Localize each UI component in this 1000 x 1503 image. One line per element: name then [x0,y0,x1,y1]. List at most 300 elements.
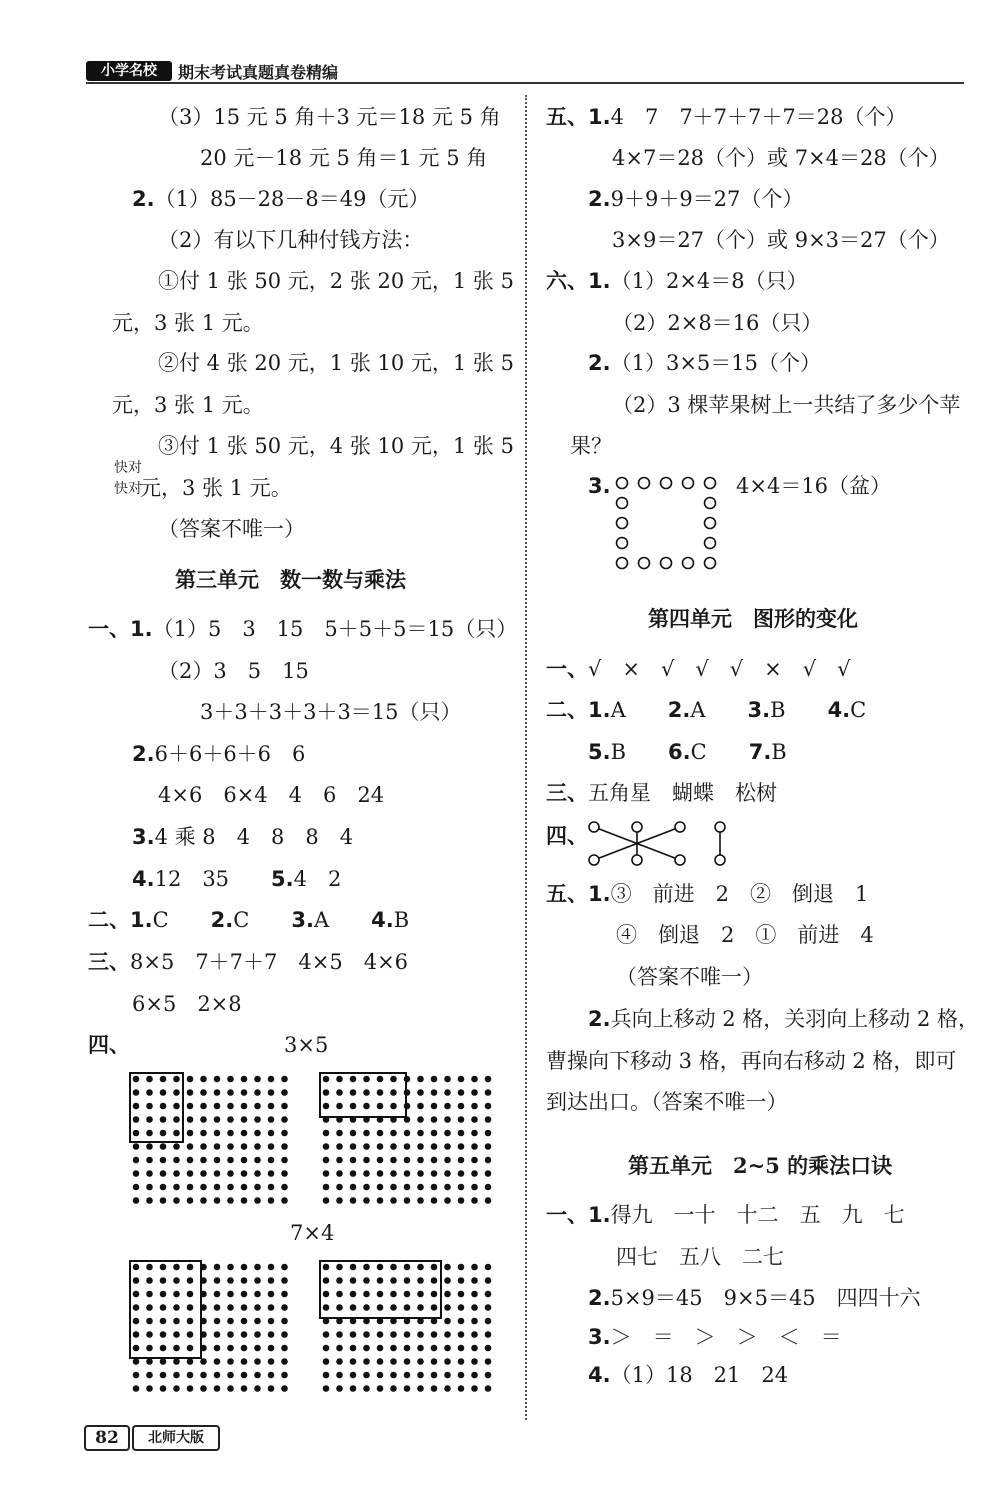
dot [458,1318,465,1325]
dot [241,1291,248,1298]
dot [336,1291,343,1298]
header-title: 期末考试真题真卷精编 [178,63,339,82]
dot [133,1089,140,1096]
answer-text: 5×9＝45 9×5＝45 四四十六 [610,1286,921,1310]
dot [485,1385,492,1392]
dot [187,1345,194,1352]
dot [485,1318,492,1325]
dot [363,1170,370,1177]
item-number: 4. [588,1363,611,1387]
dot [214,1130,221,1137]
flowerpot [661,478,672,489]
dot [377,1130,384,1137]
dot [187,1358,194,1365]
answer-line: 4×4＝16（盆） [736,474,892,498]
answer-text: B [610,740,669,764]
dot [431,1076,438,1083]
answer-line: 4×6 6×4 4 6 24 [158,783,385,807]
dot [227,1197,234,1204]
dot [336,1372,343,1379]
dot [254,1331,261,1338]
flowerpot [705,538,716,549]
answer-line [588,186,803,212]
flowerpot [705,558,716,569]
dot [268,1372,275,1379]
dot [417,1372,424,1379]
dot [390,1277,397,1284]
dot [471,1385,478,1392]
dot [363,1076,370,1083]
dot [187,1184,194,1191]
dot [187,1089,194,1096]
dot [268,1130,275,1137]
dot [227,1116,234,1123]
dot [160,1318,167,1325]
dot [281,1264,288,1271]
item-number: 3. [132,825,155,849]
dot [431,1197,438,1204]
dot [146,1170,153,1177]
dot [268,1304,275,1311]
answer-line [132,741,305,767]
dot [485,1264,492,1271]
dot [417,1385,424,1392]
dot [281,1130,288,1137]
dot-array-3x5-b [318,1070,498,1210]
dot [390,1130,397,1137]
answer-line: ④ 倒退 2 ① 前进 4 [616,923,874,947]
flowerpot [617,558,628,569]
answer-line [588,739,787,765]
dot [133,1076,140,1083]
dot [187,1291,194,1298]
dot [146,1277,153,1284]
dot [160,1170,167,1177]
dot [471,1116,478,1123]
dot [485,1197,492,1204]
answer-line [546,823,588,849]
dot [417,1076,424,1083]
dot [336,1089,343,1096]
item-number: 2. [132,187,155,211]
dot [458,1277,465,1284]
dot [350,1372,357,1379]
item-number: 三、 [88,950,130,974]
flowerpot [639,558,650,569]
answer-line: 6×5 2×8 [132,992,242,1016]
dot [160,1143,167,1150]
dot [281,1076,288,1083]
dot [471,1184,478,1191]
dot [336,1184,343,1191]
item-number: 5. [588,740,611,764]
dot [444,1130,451,1137]
dot [404,1157,411,1164]
dot [214,1358,221,1365]
answer-text: （1）3×5＝15（个） [610,351,821,375]
dot [444,1076,451,1083]
dot [146,1264,153,1271]
dot [173,1197,180,1204]
dot [268,1277,275,1284]
dot [254,1277,261,1284]
answer-text: A [610,698,668,722]
dot [268,1170,275,1177]
dot [227,1345,234,1352]
dot [268,1385,275,1392]
dot [241,1170,248,1177]
dot [173,1076,180,1083]
dot [323,1358,330,1365]
line-matching-diagram [588,818,738,868]
dot [281,1345,288,1352]
answer-text: √ × √ √ √ × √ √ [588,657,851,681]
dot [241,1157,248,1164]
answer-text: 4 乘 8 4 8 8 4 [154,825,354,849]
dot [485,1157,492,1164]
dot [281,1184,288,1191]
dot [241,1076,248,1083]
dot [187,1143,194,1150]
dot [254,1184,261,1191]
dot [444,1157,451,1164]
dot [133,1197,140,1204]
dot [471,1318,478,1325]
dot [160,1331,167,1338]
dot [200,1076,207,1083]
dot [214,1304,221,1311]
answer-line [546,656,850,682]
dot [323,1130,330,1137]
dot [471,1089,478,1096]
dot [350,1130,357,1137]
dot [485,1277,492,1284]
dot [350,1304,357,1311]
dot [146,1372,153,1379]
dot [187,1197,194,1204]
dot [268,1358,275,1365]
dot [146,1358,153,1365]
item-number: 2. [210,908,234,932]
answer-line: （答案不唯一） [616,965,763,989]
dot [227,1304,234,1311]
dot [281,1103,288,1110]
dot [431,1264,438,1271]
dot [173,1116,180,1123]
dot [281,1358,288,1365]
dot-array-7x4-b [318,1258,498,1403]
dot [363,1103,370,1110]
dot [160,1103,167,1110]
dot [241,1331,248,1338]
dot [431,1291,438,1298]
dot [336,1103,343,1110]
answer-line: 4×7＝28（个）或 7×4＝28（个） [612,146,950,170]
dot [268,1103,275,1110]
dot [404,1264,411,1271]
dot [444,1331,451,1338]
dot [336,1277,343,1284]
dot [281,1157,288,1164]
dot [377,1184,384,1191]
flowerpot [683,478,694,489]
dot [404,1143,411,1150]
dot [133,1157,140,1164]
dot [417,1157,424,1164]
answer-line: 元，3 张 1 元。 [112,393,264,417]
answer-text: A [690,698,748,722]
dot [268,1197,275,1204]
answer-line: （2）2×8＝16（只） [612,311,823,335]
dot [458,1264,465,1271]
answer-text: B [770,698,828,722]
dot [160,1291,167,1298]
dot [160,1385,167,1392]
dot [363,1304,370,1311]
dot [160,1184,167,1191]
dot [485,1372,492,1379]
dot [431,1372,438,1379]
dot [133,1372,140,1379]
dot [471,1304,478,1311]
item-number: 二、1. [546,698,611,722]
dot [323,1304,330,1311]
dot [268,1264,275,1271]
dot [227,1277,234,1284]
dot [187,1331,194,1338]
dot [214,1291,221,1298]
unit-title: 第四单元 图形的变化 [648,606,858,631]
answer-line: ③付 1 张 50 元，4 张 10 元，1 张 5 [158,434,514,458]
dot [458,1076,465,1083]
dot [200,1170,207,1177]
answer-line [588,1324,842,1350]
dot [173,1089,180,1096]
dot [458,1385,465,1392]
dot [254,1291,261,1298]
answer-text: C [233,908,292,932]
dot [214,1197,221,1204]
dot [241,1130,248,1137]
dot [227,1089,234,1096]
dot [458,1089,465,1096]
dot [350,1385,357,1392]
dot [377,1277,384,1284]
dot [444,1358,451,1365]
dot [241,1345,248,1352]
dot [133,1264,140,1271]
dot [241,1385,248,1392]
item-number: 2. [667,698,691,722]
answer-line: 3×9＝27（个）或 9×3＝27（个） [612,228,950,252]
dot [146,1130,153,1137]
dot [363,1184,370,1191]
answer-text: 9＋9＋9＝27（个） [610,187,804,211]
dot [268,1116,275,1123]
dot [133,1277,140,1284]
figure-label: 3×5 [284,1033,329,1057]
dot [404,1331,411,1338]
answer-line: 元，3 张 1 元。 [112,311,264,335]
dot [431,1116,438,1123]
dot [160,1116,167,1123]
item-number: 2. [132,742,155,766]
dot [254,1089,261,1096]
dot [241,1197,248,1204]
item-number: 二、1. [88,908,153,932]
dot [160,1345,167,1352]
edition-label: 北师大版 [132,1425,220,1451]
dot [214,1264,221,1271]
dot [404,1304,411,1311]
dot [431,1157,438,1164]
dot [417,1264,424,1271]
dot [404,1170,411,1177]
dot [323,1197,330,1204]
dot [146,1345,153,1352]
answer-line [88,616,517,642]
dot [323,1345,330,1352]
dot [254,1345,261,1352]
dot [336,1076,343,1083]
dot [350,1089,357,1096]
dot [133,1170,140,1177]
answer-line [546,104,906,130]
item-number: 一、 [546,657,588,681]
answer-text: （1）18 21 24 [610,1363,789,1387]
answer-text: 五角星 蝴蝶 松树 [588,781,777,805]
item-number: 4. [132,867,155,891]
dot [227,1385,234,1392]
item-number: 2. [588,187,611,211]
dot [377,1358,384,1365]
dot [323,1103,330,1110]
dot [377,1345,384,1352]
dot [173,1130,180,1137]
dot [281,1304,288,1311]
dot [336,1304,343,1311]
dot [214,1157,221,1164]
dot [254,1264,261,1271]
dot [485,1358,492,1365]
dot [146,1143,153,1150]
dot [431,1089,438,1096]
dot [444,1277,451,1284]
page-number: 82 [84,1425,130,1451]
dot [417,1170,424,1177]
dot [417,1130,424,1137]
dot [485,1103,492,1110]
dot [173,1331,180,1338]
dot [200,1184,207,1191]
dot [485,1076,492,1083]
flowerpot [661,558,672,569]
dot [431,1130,438,1137]
answer-line: 曹操向下移动 3 格，再向右移动 2 格，即可 [546,1049,957,1073]
dot [227,1331,234,1338]
flowerpot [617,478,628,489]
dot [471,1345,478,1352]
dot [187,1385,194,1392]
answer-line: 3＋3＋3＋3＋3＝15（只） [200,700,462,724]
dot [417,1345,424,1352]
answer-line: 四七 五八 二七 [616,1245,784,1269]
dot [241,1318,248,1325]
dot [227,1157,234,1164]
dot [485,1116,492,1123]
dot [377,1304,384,1311]
dot [444,1345,451,1352]
dot [377,1170,384,1177]
dot [323,1331,330,1338]
dot [363,1130,370,1137]
dot [214,1143,221,1150]
answer-text: 12 35 [154,867,230,891]
dot [133,1304,140,1311]
answer-text: ③ 前进 2 ② 倒退 1 [610,882,869,906]
dot [404,1385,411,1392]
dot [390,1385,397,1392]
dot [485,1304,492,1311]
dot [350,1103,357,1110]
dot [417,1103,424,1110]
dot [254,1103,261,1110]
item-number: 4. [827,698,851,722]
dot [281,1143,288,1150]
dot [214,1345,221,1352]
unit-title: 第五单元 2~5 的乘法口诀 [628,1153,893,1178]
dot [146,1318,153,1325]
dot [377,1372,384,1379]
dot [133,1291,140,1298]
item-number: 6. [668,740,691,764]
flowerpot [705,518,716,529]
item-number: 六、1. [546,269,611,293]
dot [254,1197,261,1204]
dot [431,1103,438,1110]
dot [417,1143,424,1150]
dot [390,1331,397,1338]
dot [227,1264,234,1271]
dot [377,1089,384,1096]
dot [390,1358,397,1365]
item-number: 3. [588,474,611,498]
flowerpot [617,498,628,509]
dot [377,1385,384,1392]
dot [200,1130,207,1137]
answer-line [546,697,866,723]
flowerpot [639,478,650,489]
dot [241,1304,248,1311]
answer-text: C [850,698,867,722]
dot [281,1277,288,1284]
dot [187,1304,194,1311]
dot [458,1197,465,1204]
dot [133,1143,140,1150]
answer-text: B [771,740,787,764]
dot [214,1089,221,1096]
dot [241,1143,248,1150]
dot [187,1372,194,1379]
answer-text: C [152,908,211,932]
dot [336,1197,343,1204]
dot [133,1184,140,1191]
dot [485,1345,492,1352]
dot [323,1385,330,1392]
dot [444,1264,451,1271]
dot [485,1291,492,1298]
dot [241,1277,248,1284]
